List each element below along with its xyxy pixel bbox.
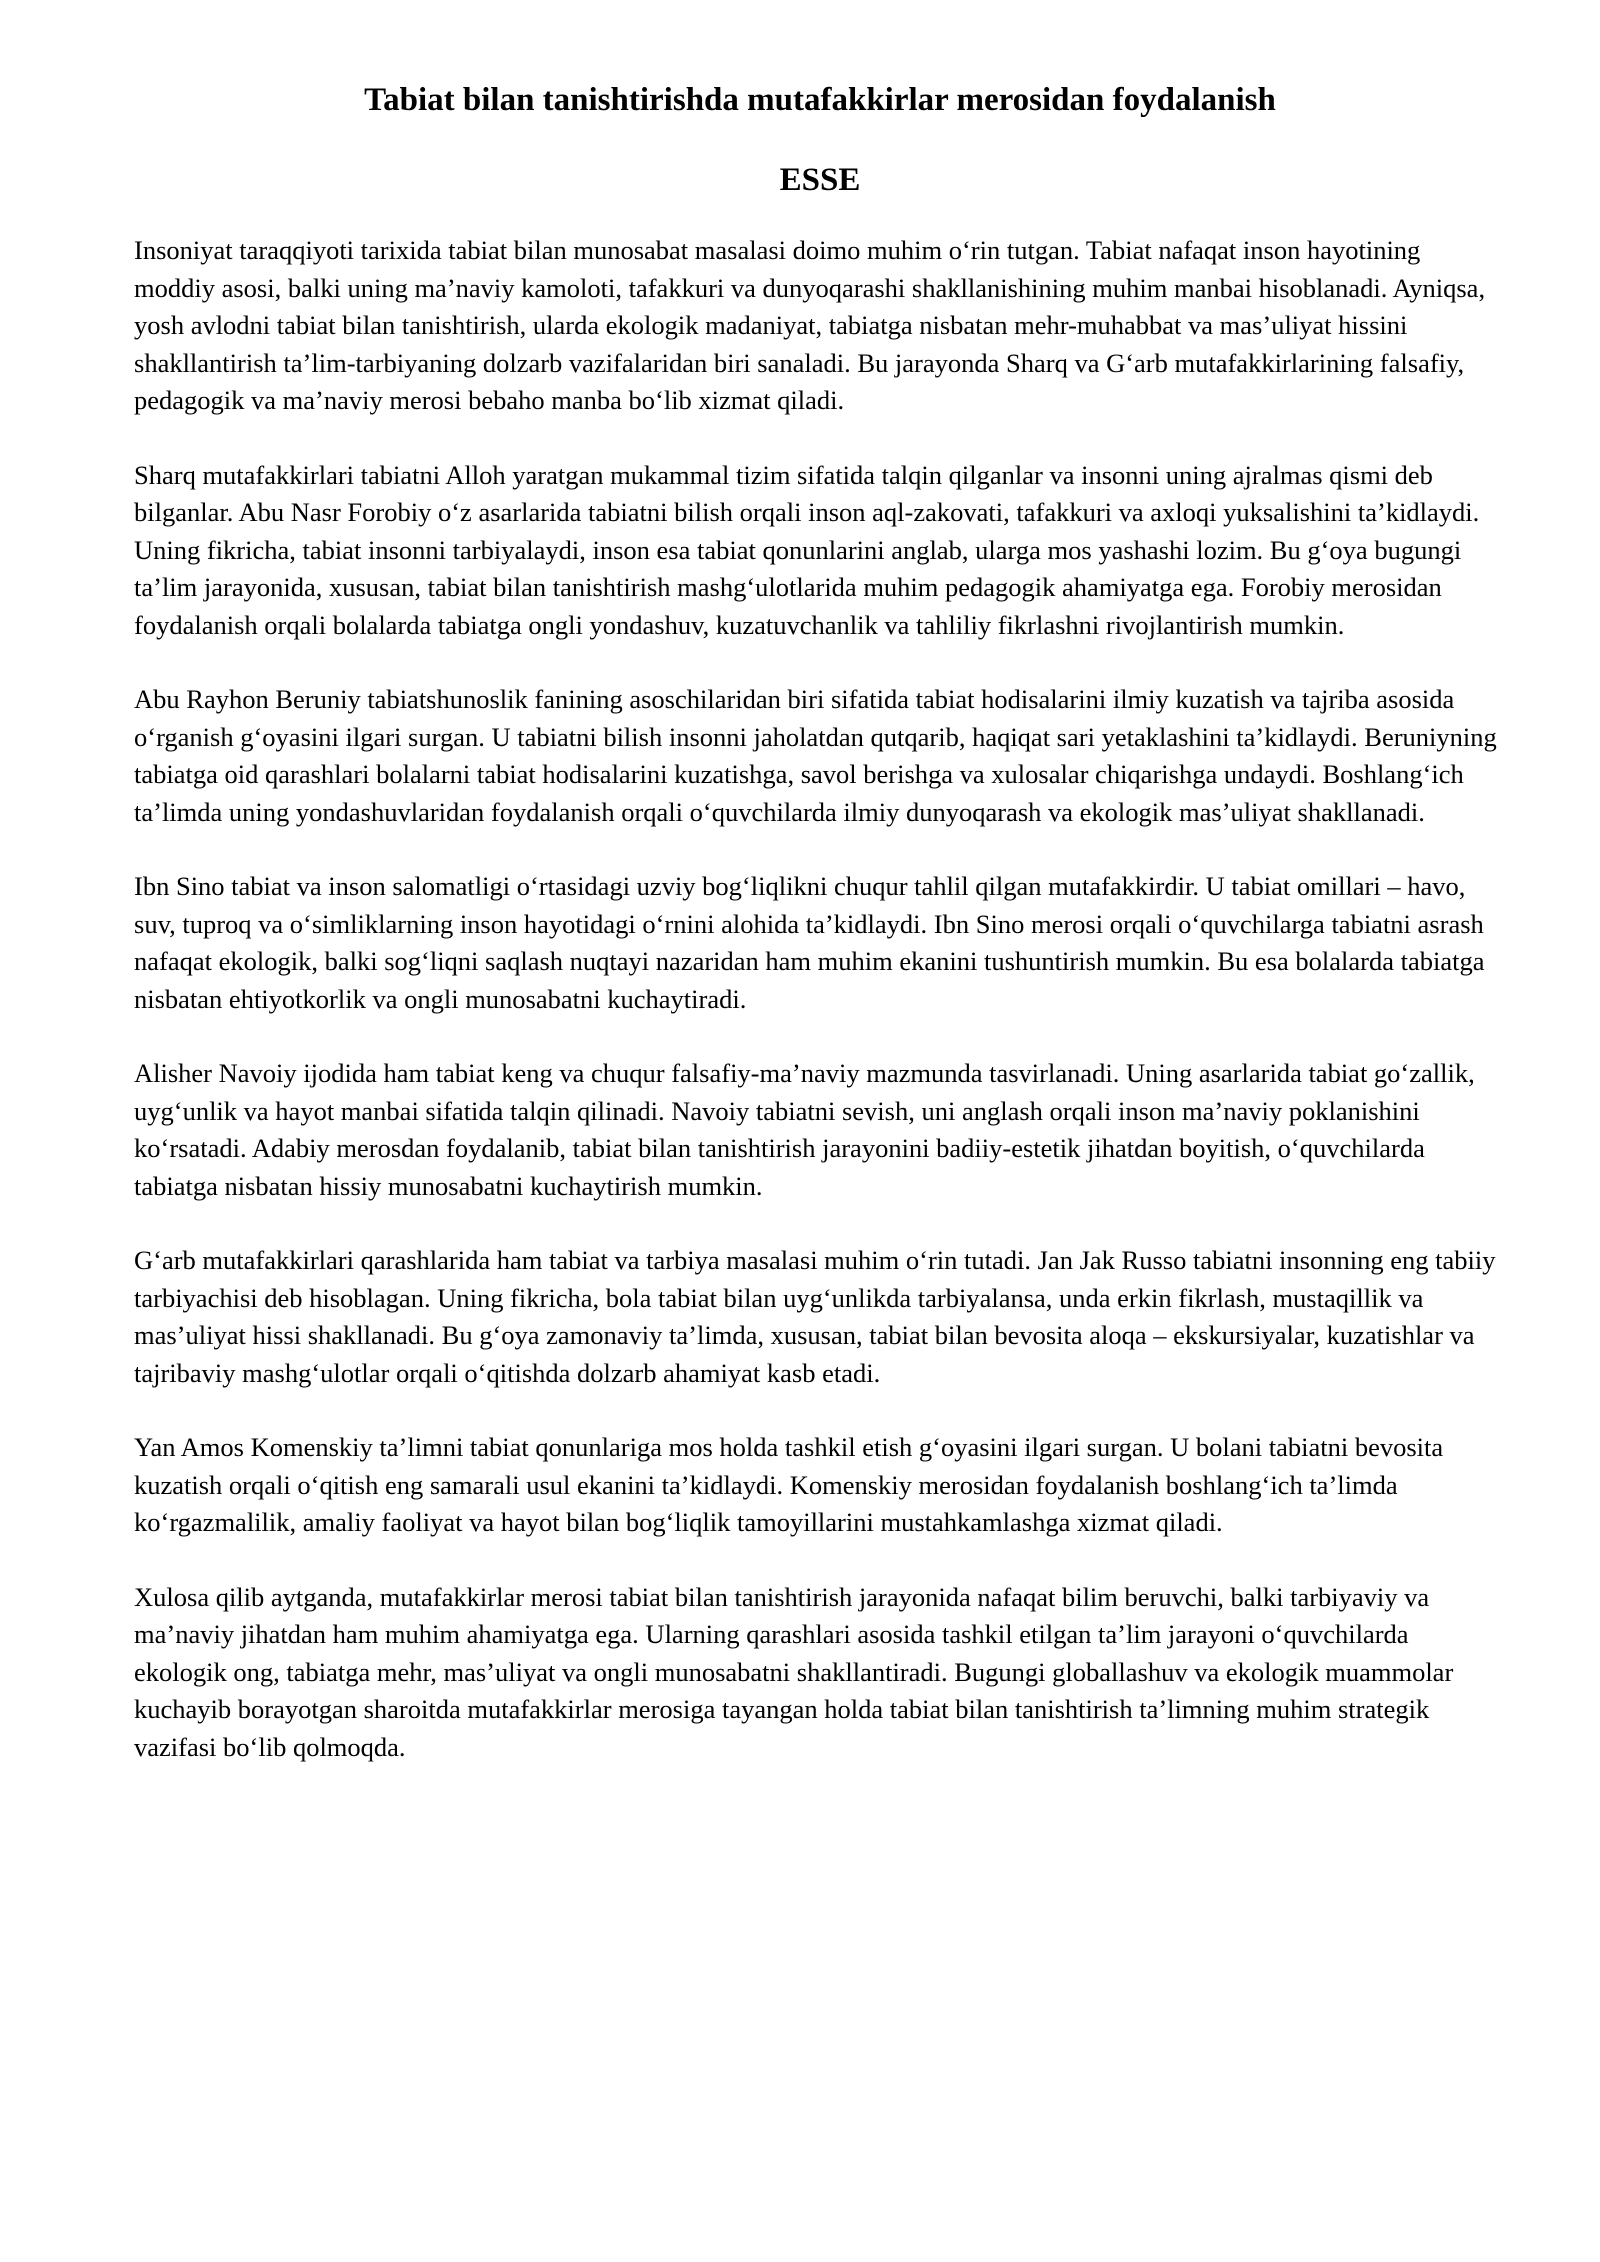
document-subtitle: ESSE bbox=[779, 162, 861, 198]
paragraph-ibn-sino: Ibn Sino tabiat va inson salomatligi o‘rtasidagi uzviy bog‘liqlikni chuqur tahlil qilgan mutafakkirdir. U tabiat omillari – havo, suv, tuproq va o‘simliklarning inson hayotidagi o‘rnini alohida ta’kidlaydi. Ibn Sino merosi orqali o‘quvchilarga tabiatni asrash nafaqat ekologik, balki sog‘liqni saqlash nuqtayi nazaridan ham muhim ekanini tushuntirish mumkin. Bu esa bolalarda tabiatga nisbatan ehtiyotkorlik va ongli munosabatni kuchaytiradi. bbox=[134, 871, 1485, 1014]
paragraph-navoiy: Alisher Navoiy ijodida ham tabiat keng va chuqur falsafiy-ma’naviy mazmunda tasvirlanadi. Uning asarlarida tabiat go‘zallik, uyg‘unlik va hayot manbai sifatida talqin qilinadi. Navoiy tabiatni sevish, uni anglash orqali inson ma’naviy poklanishini ko‘rsatadi. Adabiy merosdan foydalanib, tabiat bilan tanishtirish jarayonini badiiy-estetik jihatdan boyitish, o‘quvchilarda tabiatga nisbatan hissiy munosabatni kuchaytirish mumkin. bbox=[134, 1058, 1475, 1201]
paragraph-beruniy: Abu Rayhon Beruniy tabiatshunoslik fanining asoschilaridan biri sifatida tabiat hodisalarini ilmiy kuzatish va tajriba asosida o‘rganish g‘oyasini ilgari surgan. U tabiatni bilish insonni jaholatdan qutqarib, haqiqat sari yetaklashini ta’kidlaydi. Beruniyning tabiatga oid qarashlari bolalarni tabiat hodisalarini kuzatishga, savol berishga va xulosalar chiqarishga undaydi. Boshlang‘ich ta’limda uning yondashuvlaridan foydalanish orqali o‘quvchilarda ilmiy dunyoqarash va ekologik mas’uliyat shakllanadi. bbox=[134, 684, 1497, 827]
paragraph-forobiy: Sharq mutafakkirlari tabiatni Alloh yaratgan mukammal tizim sifatida talqin qilganlar va insonni uning ajralmas qismi deb bilganlar. Abu Nasr Forobiy o‘z asarlarida tabiatni bilish orqali inson aql-zakovati, tafakkuri va axloqi yuksalishini ta’kidlaydi. Uning fikricha, tabiat insonni tarbiyalaydi, inson esa tabiat qonunlarini anglab, ularga mos yashashi lozim. Bu g‘oya bugungi ta’lim jarayonida, xususan, tabiat bilan tanishtirish mashg‘ulotlarida muhim pedagogik ahamiyatga ega. Forobiy merosidan foydalanish orqali bolalarda tabiatga ongli yondashuv, kuzatuvchanlik va tahliliy fikrlashni rivojlantirish mumkin. bbox=[134, 459, 1480, 640]
paragraph-russo: G‘arb mutafakkirlari qarashlarida ham tabiat va tarbiya masalasi muhim o‘rin tutadi. Jan Jak Russo tabiatni insonning eng tabiiy tarbiyachisi deb hisoblagan. Uning fikricha, bola tabiat bilan uyg‘unlikda tarbiyalansa, unda erkin fikrlash, mustaqillik va mas’uliyat hissi shakllanadi. Bu g‘oya zamonaviy ta’limda, xususan, tabiat bilan bevosita aloqa – ekskursiyalar, kuzatishlar va tajribaviy mashg‘ulotlar orqali o‘qitishda dolzarb ahamiyat kasb etadi. bbox=[134, 1245, 1496, 1388]
document-title: Tabiat bilan tanishtirishda mutafakkirlar merosidan foydalanish bbox=[364, 82, 1276, 118]
document-body bbox=[134, 232, 1506, 1766]
paragraph-komenskiy: Yan Amos Komenskiy ta’limni tabiat qonunlariga mos holda tashkil etish g‘oyasini ilgari surgan. U bolani tabiatni bevosita kuzatish orqali o‘qitish eng samarali usul ekanini ta’kidlaydi. Komenskiy merosidan foydalanish boshlang‘ich ta’limda ko‘rgazmalilik, amaliy faoliyat va hayot bilan bog‘liqlik tamoyillarini mustahkamlashga xizmat qiladi. bbox=[134, 1432, 1444, 1537]
paragraph-introduction: Insoniyat taraqqiyoti tarixida tabiat bilan munosabat masalasi doimo muhim o‘rin tutgan. Tabiat nafaqat inson hayotining moddiy asosi, balki uning ma’naviy kamoloti, tafakkuri va dunyoqarashi shakllanishining muhim manbai hisoblanadi. Ayniqsa, yosh avlodni tabiat bilan tanishtirish, ularda ekologik madaniyat, tabiatga nisbatan mehr-muhabbat va mas’uliyat hissini shakllantirish ta’lim-tarbiyaning dolzarb vazifalaridan biri sanaladi. Bu jarayonda Sharq va G‘arb mutafakkirlarining falsafiy, pedagogik va ma’naviy merosi bebaho manba bo‘lib xizmat qiladi. bbox=[134, 235, 1486, 415]
paragraph-conclusion: Xulosa qilib aytganda, mutafakkirlar merosi tabiat bilan tanishtirish jarayonida nafaqat bilim beruvchi, balki tarbiyaviy va ma’naviy jihatdan ham muhim ahamiyatga ega. Ularning qarashlari asosida tashkil etilgan ta’lim jarayoni o‘quvchilarda ekologik ong, tabiatga mehr, mas’uliyat va ongli munosabatni shakllantiradi. Bugungi globallashuv va ekologik muammolar kuchayib borayotgan sharoitda mutafakkirlar merosiga tayangan holda tabiat bilan tanishtirish ta’limning muhim strategik vazifasi bo‘lib qolmoqda. bbox=[134, 1581, 1454, 1762]
